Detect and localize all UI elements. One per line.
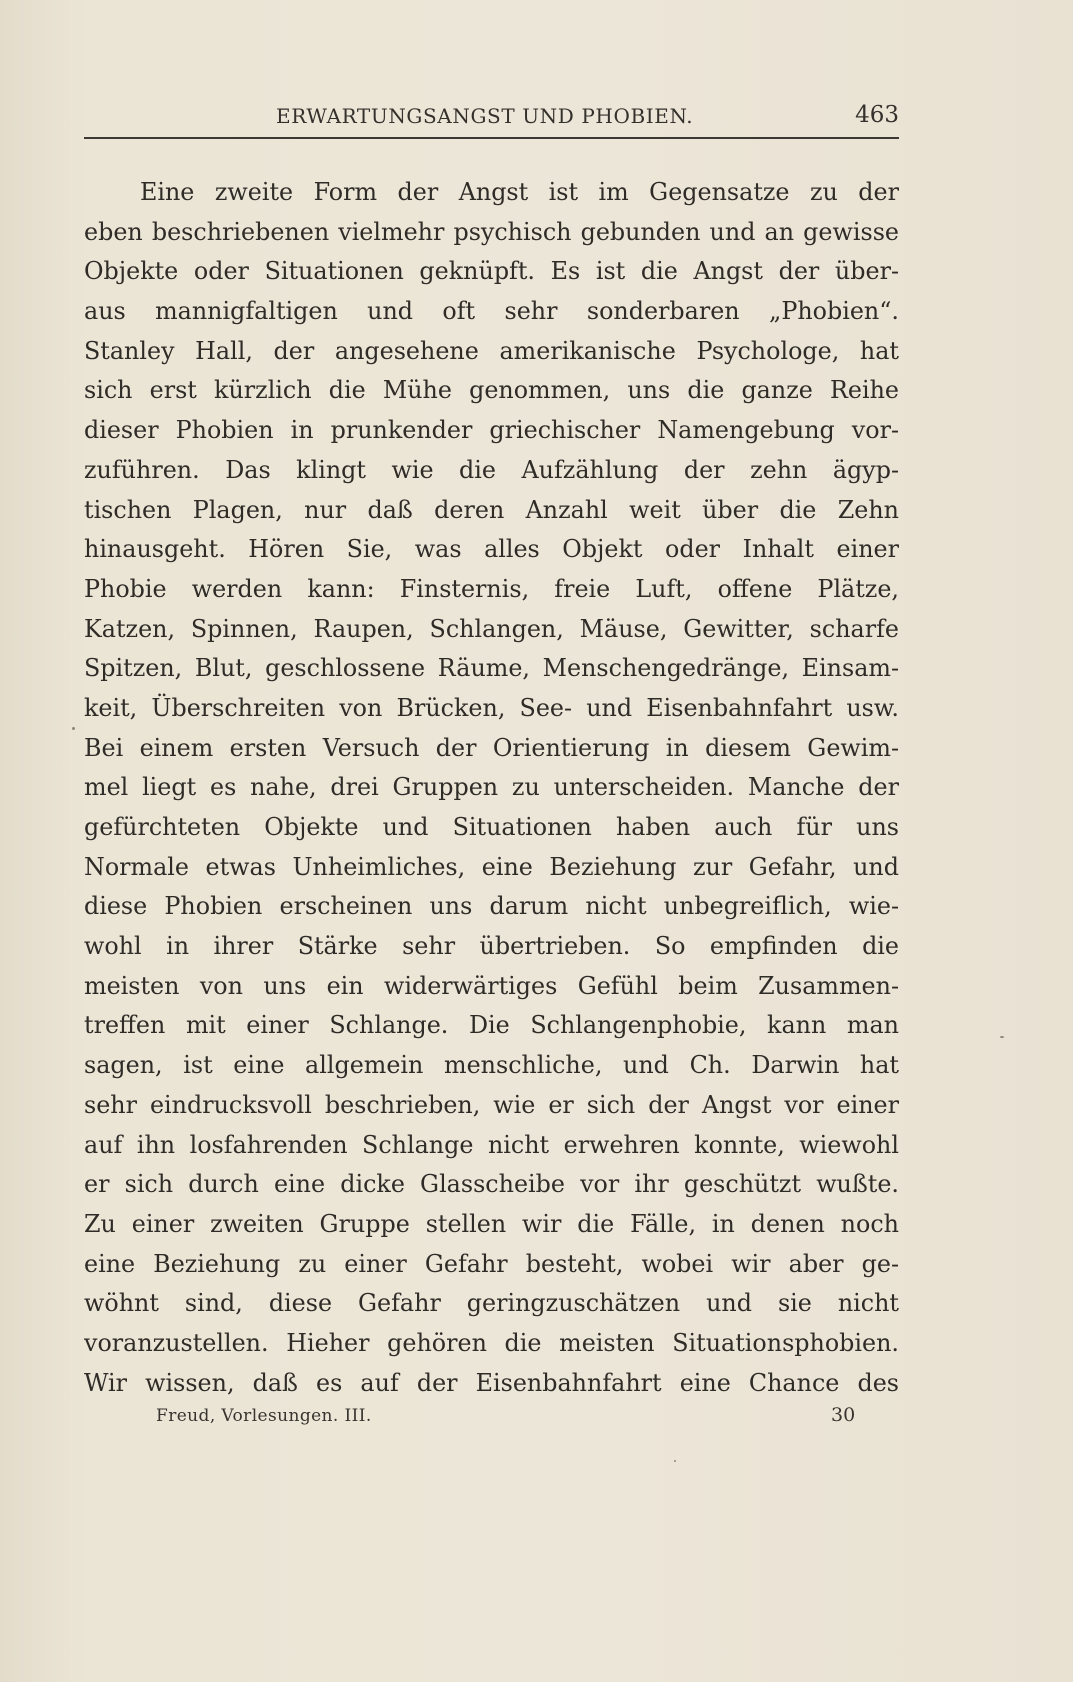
body-text [84,173,899,1403]
text-line: wohl in ihrer Stärke sehr übertrieben. So empfinden die [84,932,899,961]
text-line: keit, Überschreiten von Brücken, See- und Eisenbahnfahrt usw. [84,693,899,722]
page-number: 463 [855,102,899,128]
paper-speck [1000,1036,1004,1038]
text-line: hinausgeht. Hören Sie, was alles Objekt oder Inhalt einer [84,535,899,564]
text-line: Katzen, Spinnen, Raupen, Schlangen, Mäuse, Gewitter, scharfe [84,614,899,643]
text-line: diese Phobien erscheinen uns darum nicht unbegreiflich, wie- [84,892,899,921]
paper-speck [674,1460,676,1462]
text-line: Normale etwas Unheimliches, eine Beziehung zur Gefahr, und [84,852,899,881]
text-line: wöhnt sind, diese Gefahr geringzuschätzen und sie nicht [84,1289,899,1318]
text-line: auf ihn losfahrenden Schlange nicht erwehren konnte, wiewohl [84,1130,899,1159]
text-line: Eine zweite Form der Angst ist im Gegensatze zu der [140,178,899,206]
text-line: Bei einem ersten Versuch der Orientierung in diesem Gewim- [84,733,899,762]
text-line: treffen mit einer Schlange. Die Schlangenphobie, kann man [84,1011,899,1040]
text-line: sehr eindrucksvoll beschrieben, wie er sich der Angst vor einer [84,1090,899,1119]
page-footer [84,1406,899,1436]
text-line: Zu einer zweiten Gruppe stellen wir die Fälle, in denen noch [84,1209,899,1238]
running-head-title: ERWARTUNGSANGST UND PHOBIEN. [276,104,694,128]
text-line: tischen Plagen, nur daß deren Anzahl weit über die Zehn [84,495,899,524]
text-line: eine Beziehung zu einer Gefahr besteht, wobei wir aber ge- [84,1249,899,1278]
text-line: gefürchteten Objekte und Situationen haben auch für uns [84,813,899,841]
header-rule [84,137,899,139]
text-line: mel liegt es nahe, drei Gruppen zu unterscheiden. Manche der [84,773,899,802]
text-line: zuführen. Das klingt wie die Aufzählung der zehn ägyp- [84,455,899,484]
printer-signature: Freud, Vorlesungen. III. [156,1406,372,1426]
text-line: sagen, ist eine allgemein menschliche, und Ch. Darwin hat [84,1051,899,1080]
text-line: Spitzen, Blut, geschlossene Räume, Menschengedränge, Einsam- [84,654,899,683]
text-line: Stanley Hall, der angesehene amerikanische Psychologe, hat [84,336,899,365]
text-line: eben beschriebenen vielmehr psychisch gebunden und an gewisse [84,217,899,246]
text-line: sich erst kürzlich die Mühe genommen, uns die ganze Reihe [84,376,899,405]
text-line: er sich durch eine dicke Glasscheibe vor ihr geschützt wußte. [84,1170,899,1199]
paper-speck [72,727,75,730]
text-line: meisten von uns ein widerwärtiges Gefühl beim Zusammen- [84,971,899,1000]
text-line: Wir wissen, daß es auf der Eisenbahnfahrt eine Chance des [84,1368,899,1397]
text-line: aus mannigfaltigen und oft sehr sonderbaren „Phobien“. [84,297,899,326]
text-line: Phobie werden kann: Finsternis, freie Luft, offene Plätze, [84,574,899,603]
text-line: voranzustellen. Hieher gehören die meisten Situationsphobien. [84,1328,899,1357]
text-line: dieser Phobien in prunkender griechischer Namengebung vor- [84,416,899,445]
text-line: Objekte oder Situationen geknüpft. Es ist die Angst der über- [84,257,899,286]
sheet-number: 30 [831,1404,856,1426]
running-head [84,100,899,136]
